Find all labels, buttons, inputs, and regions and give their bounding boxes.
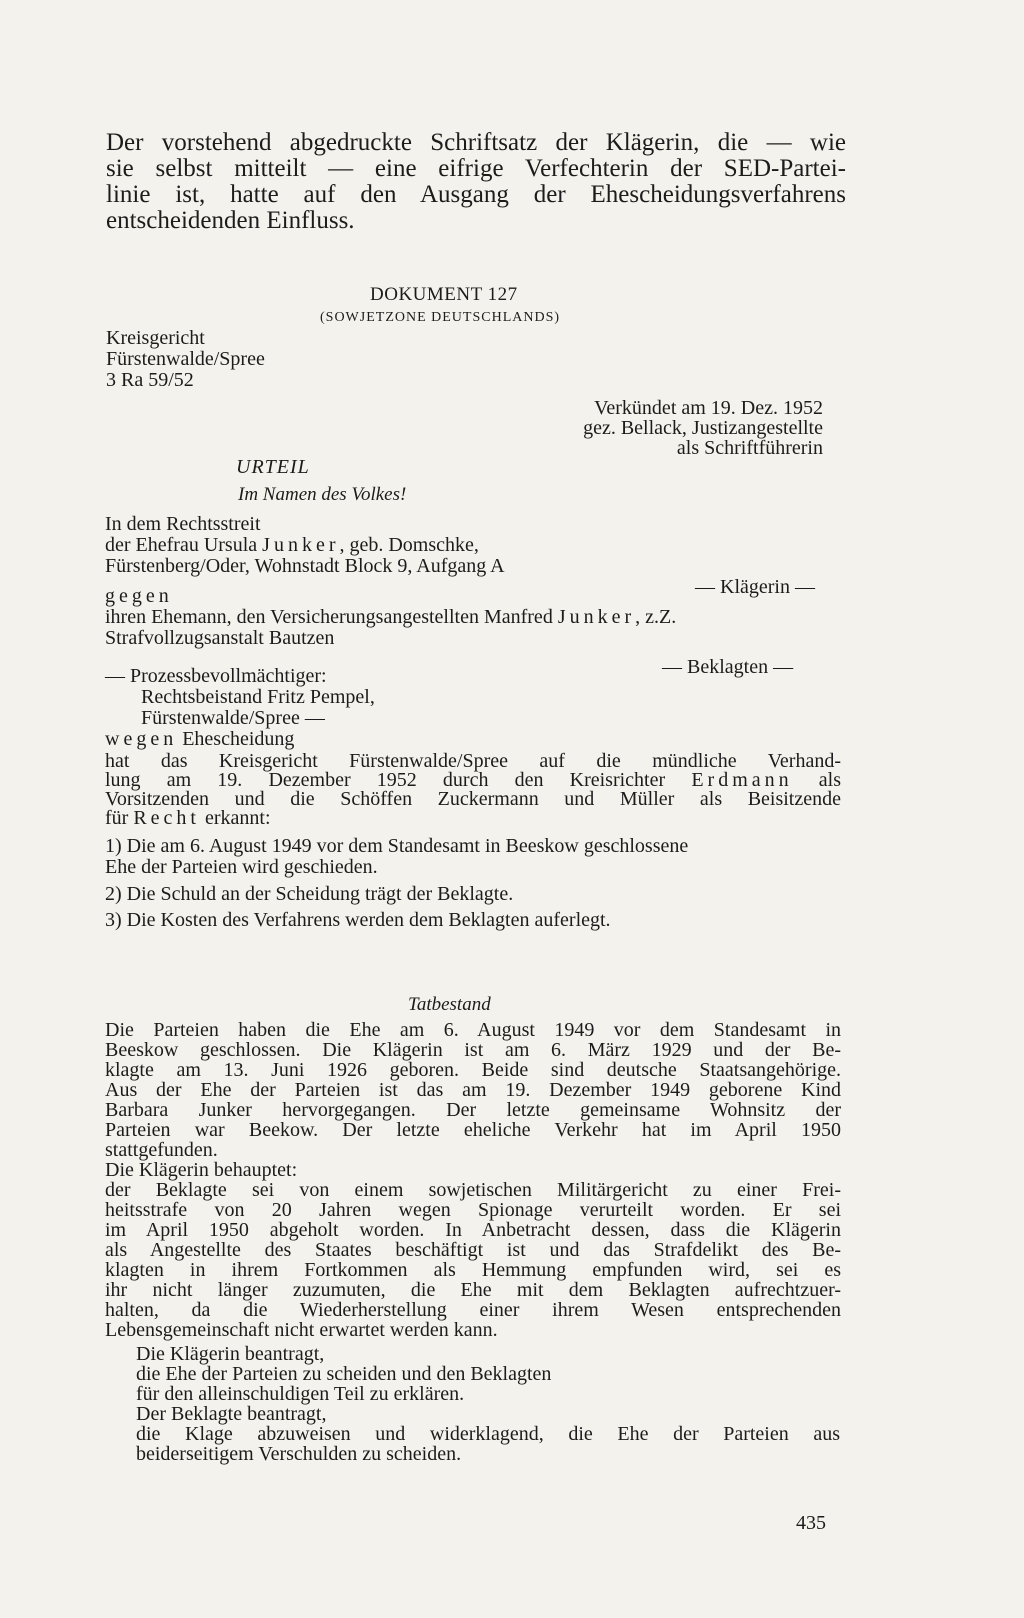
- court-line: Kreisgericht: [106, 327, 205, 349]
- holding-item: 2) Die Schuld an der Scheidung trägt der Beklagte.: [105, 883, 514, 905]
- claim-line: der Beklagte sei von einem sowjetischen Militärgericht zu einer Frei-: [105, 1179, 841, 1201]
- motion-line: Die Klägerin beantragt,: [136, 1343, 325, 1365]
- parties-line: Fürstenberg/Oder, Wohnstadt Block 9, Aufgang A: [105, 555, 505, 577]
- claim-line: heitsstrafe von 20 Jahren wegen Spionage verurteilt worden. Er sei: [105, 1199, 841, 1221]
- announcement-line: als Schriftführerin: [676, 437, 823, 459]
- counsel-line: Fürstenwalde/Spree —: [141, 707, 325, 729]
- announcement-line: Verkündet am 19. Dez. 1952: [594, 397, 823, 419]
- facts-paragraph: [105, 1020, 841, 1180]
- against-label: gegen: [105, 585, 173, 607]
- decision-paragraph: [105, 752, 841, 828]
- decision-line: für Recht erkannt:: [105, 807, 271, 829]
- judgment-formula: Im Namen des Volkes!: [238, 484, 407, 505]
- facts-line: Beeskow geschlossen. Die Klägerin ist am 6. März 1929 und der Be-: [105, 1039, 841, 1061]
- holding-list: [105, 884, 841, 905]
- intro-line: linie ist, hatte auf den Ausgang der Ehescheidungsverfahrens: [106, 181, 846, 208]
- document-title: DOKUMENT 127: [370, 284, 518, 305]
- holding-item: 1) Die am 6. August 1949 vor dem Standesamt in Beeskow geschlossene: [105, 835, 689, 857]
- holding-list: [105, 836, 841, 878]
- matter-line: wegen Ehescheidung: [105, 728, 295, 750]
- facts-line: Barbara Junker hervorgegangen. Der letzte gemeinsame Wohnsitz der: [105, 1099, 841, 1121]
- holding-item: 3) Die Kosten des Verfahrens werden dem Beklagten auferlegt.: [105, 909, 611, 931]
- claim-line: im April 1950 abgeholt worden. In Anbetracht dessen, dass die Klägerin: [105, 1219, 841, 1241]
- claim-line: ihr nicht länger zuzumuten, die Ehe mit dem Beklagten aufrechtzuer-: [105, 1279, 841, 1301]
- against-block: [105, 586, 676, 649]
- parties-block: [105, 514, 505, 577]
- claim-line: klagten in ihrem Fortkommen als Hemmung empfunden wird, sei es: [105, 1259, 841, 1281]
- decision-line: Vorsitzenden und die Schöffen Zuckermann und Müller als Beisitzende: [105, 788, 841, 810]
- counter-motion: [136, 1424, 840, 1464]
- document-subtitle: (SOWJETZONE DEUTSCHLANDS): [320, 310, 561, 325]
- facts-line: klagte am 13. Juni 1926 geboren. Beide sind deutsche Staatsangehörige.: [105, 1059, 841, 1081]
- court-header: [106, 328, 265, 391]
- counsel-line: — Prozessbevollmächtiger:: [105, 665, 327, 687]
- announcement-line: gez. Bellack, Justizangestellte: [583, 417, 823, 439]
- motion-line: Der Beklagte beantragt,: [136, 1403, 327, 1425]
- motions-block: [136, 1344, 551, 1424]
- facts-line: Parteien war Beekow. Der letzte eheliche Verkehr hat im April 1950: [105, 1119, 841, 1141]
- motion-line: für den alleinschuldigen Teil zu erklären.: [136, 1383, 465, 1405]
- defendant-role: — Beklagten —: [662, 656, 794, 678]
- decision-line: hat das Kreisgericht Fürstenwalde/Spree auf die mündliche Verhand-: [105, 750, 841, 772]
- tatbestand-heading: Tatbestand: [408, 994, 491, 1015]
- court-line: Fürstenwalde/Spree: [106, 348, 265, 370]
- facts-line: Die Parteien haben die Ehe am 6. August 1949 vor dem Standesamt in: [105, 1019, 841, 1041]
- claim-line: als Angestellte des Staates beschäftigt ist und das Strafdelikt des Be-: [105, 1239, 841, 1261]
- holding-list: [105, 910, 841, 931]
- facts-line: Die Klägerin behauptet:: [105, 1159, 298, 1181]
- parties-line: In dem Rechtsstreit: [105, 513, 261, 535]
- intro-line: entscheidenden Einfluss.: [106, 207, 355, 234]
- decision-line: lung am 19. Dezember 1952 durch den Kreisrichter Erdmann als: [105, 769, 841, 791]
- counter-motion-line: die Klage abzuweisen und widerklagend, die Ehe der Parteien aus: [136, 1423, 840, 1445]
- claim-line: halten, da die Wiederherstellung einer ihrem Wesen entsprechenden: [105, 1299, 841, 1321]
- claim-line: Lebensgemeinschaft nicht erwartet werden kann.: [105, 1319, 498, 1341]
- facts-line: stattgefunden.: [105, 1139, 218, 1161]
- page-number: 435: [796, 1512, 826, 1534]
- intro-line: sie selbst mitteilt — eine eifrige Verfechterin der SED-Partei-: [106, 155, 846, 182]
- plaintiff-name: Junker: [262, 534, 340, 556]
- holding-item-continued: Ehe der Parteien wird geschieden.: [105, 856, 378, 878]
- motion-line: die Ehe der Parteien zu scheiden und den Beklagten: [136, 1363, 552, 1385]
- parties-line: ihren Ehemann, den Versicherungsangestellten Manfred Junker, z.Z.: [105, 606, 677, 628]
- counsel-block: [105, 666, 375, 750]
- parties-line: der Ehefrau Ursula Junker, geb. Domschke,: [105, 534, 479, 556]
- announcement-block: [535, 398, 823, 458]
- parties-line: Strafvollzugsanstalt Bautzen: [105, 627, 335, 649]
- intro-line: Der vorstehend abgedruckte Schriftsatz der Klägerin, die — wie: [106, 129, 846, 156]
- facts-line: Aus der Ehe der Parteien ist das am 19. Dezember 1949 geborene Kind: [105, 1079, 841, 1101]
- counter-motion-line: beiderseitigem Verschulden zu scheiden.: [136, 1443, 462, 1465]
- claim-paragraph: [105, 1180, 841, 1340]
- judgment-heading: URTEIL: [236, 456, 310, 478]
- intro-paragraph: [106, 130, 846, 234]
- court-line: 3 Ra 59/52: [106, 369, 194, 391]
- judge-name: Erdmann: [691, 769, 793, 791]
- defendant-name: Junker: [557, 606, 636, 628]
- plaintiff-role: — Klägerin —: [695, 576, 815, 598]
- counsel-line: Rechtsbeistand Fritz Pempel,: [141, 686, 375, 708]
